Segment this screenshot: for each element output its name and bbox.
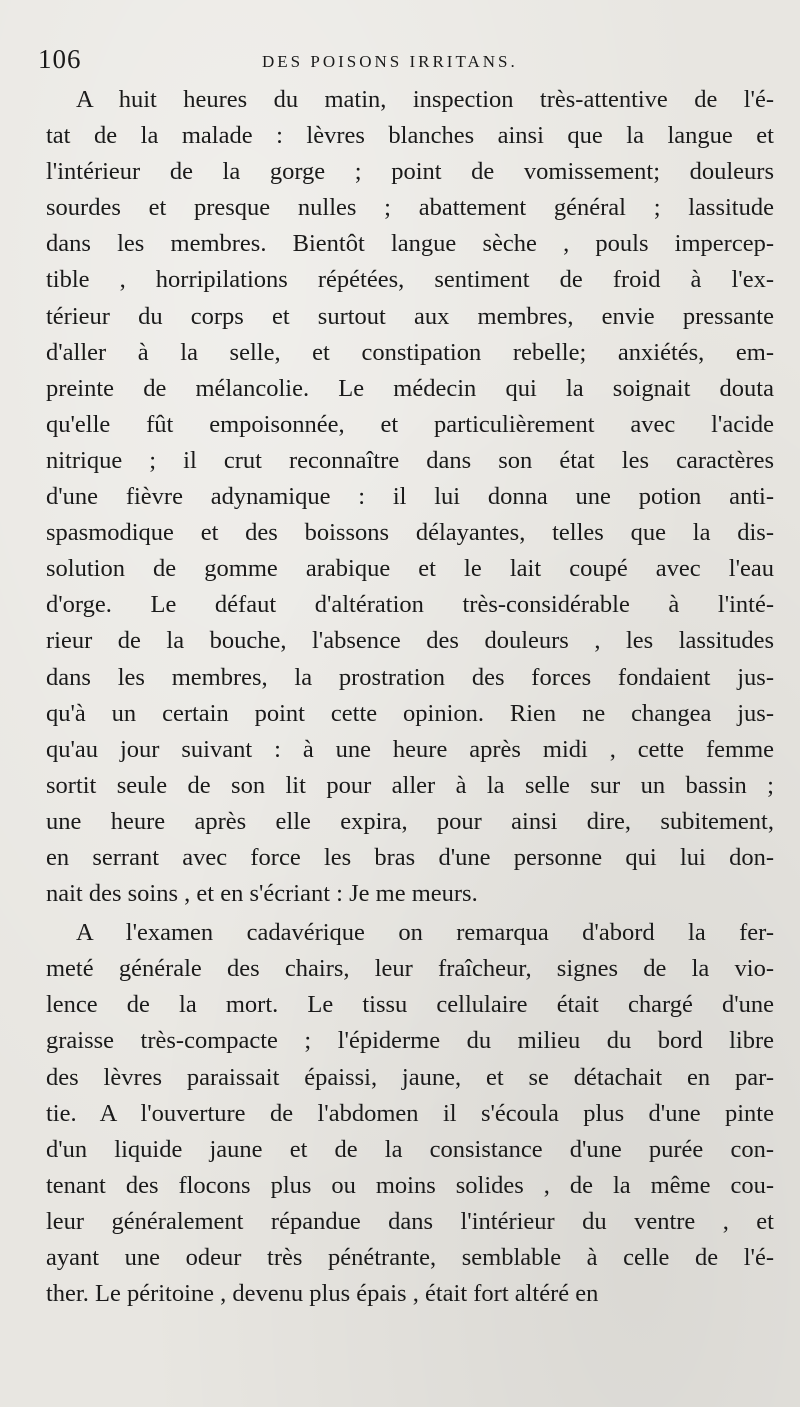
text-line: qu'au jour suivant : à une heure après midi , cette femme xyxy=(46,735,774,763)
text-line: A huit heures du matin, inspection très-attentive de l'é- xyxy=(76,86,774,113)
page-number: 106 xyxy=(38,44,82,74)
text-line: tie. A l'ouverture de l'abdomen il s'écoula plus d'une pinte xyxy=(46,1099,774,1127)
text-line: d'un liquide jaune et de la consistance d'une purée con- xyxy=(46,1135,774,1163)
text-line: ther. Le péritoine , devenu plus épais , était fort altéré en xyxy=(46,1280,599,1308)
text-line: dans les membres, la prostration des forces fondaient jus- xyxy=(46,663,774,691)
paragraph xyxy=(46,915,774,1312)
text-line: térieur du corps et surtout aux membres, envie pressante xyxy=(46,302,774,330)
page-header xyxy=(0,44,800,80)
text-line: en serrant avec force les bras d'une personne qui lui don- xyxy=(46,843,774,871)
running-title: DES POISONS IRRITANS. xyxy=(262,52,518,71)
text-line: l'intérieur de la gorge ; point de vomissement; douleurs xyxy=(46,158,774,186)
text-line: qu'elle fût empoisonnée, et particulièrement avec l'acide xyxy=(46,410,774,438)
body-text xyxy=(46,82,774,1312)
text-line: des lèvres paraissait épaissi, jaune, et se détachait en par- xyxy=(46,1063,774,1091)
text-line: leur généralement répandue dans l'intérieur du ventre , et xyxy=(46,1207,774,1235)
text-line: qu'à un certain point cette opinion. Rien ne changea jus- xyxy=(46,699,774,727)
text-line: dans les membres. Bientôt langue sèche , pouls impercep- xyxy=(46,230,774,258)
text-line: nitrique ; il crut reconnaître dans son état les caractères xyxy=(46,446,774,474)
text-line: d'une fièvre adynamique : il lui donna une potion anti- xyxy=(46,483,774,511)
text-line: sortit seule de son lit pour aller à la selle sur un bassin ; xyxy=(46,771,774,799)
text-line: lence de la mort. Le tissu cellulaire était chargé d'une xyxy=(46,991,774,1019)
text-line: sourdes et presque nulles ; abattement général ; lassitude xyxy=(46,194,774,222)
text-line: meté générale des chairs, leur fraîcheur, signes de la vio- xyxy=(46,955,774,983)
text-line: spasmodique et des boissons délayantes, telles que la dis- xyxy=(46,519,774,547)
text-line: graisse très-compacte ; l'épiderme du milieu du bord libre xyxy=(46,1027,774,1055)
text-line: A l'examen cadavérique on remarqua d'abord la fer- xyxy=(76,919,774,947)
text-line: tible , horripilations répétées, sentiment de froid à l'ex- xyxy=(46,266,774,294)
text-line: solution de gomme arabique et le lait coupé avec l'eau xyxy=(46,555,774,583)
text-line: nait des soins , et en s'écriant : Je me meurs. xyxy=(46,880,478,908)
text-line: rieur de la bouche, l'absence des douleurs , les lassitudes xyxy=(46,627,774,655)
text-line: une heure après elle expira, pour ainsi dire, subitement, xyxy=(46,807,774,835)
text-line: ayant une odeur très pénétrante, semblable à celle de l'é- xyxy=(46,1244,774,1271)
text-line: tat de la malade : lèvres blanches ainsi que la langue et xyxy=(46,122,774,150)
text-line: d'aller à la selle, et constipation rebelle; anxiétés, em- xyxy=(46,338,774,366)
text-line: tenant des flocons plus ou moins solides , de la même cou- xyxy=(46,1171,774,1199)
text-line: d'orge. Le défaut d'altération très-considérable à l'inté- xyxy=(46,591,774,619)
paragraph xyxy=(46,82,774,912)
text-line: preinte de mélancolie. Le médecin qui la soignait douta xyxy=(46,374,774,402)
